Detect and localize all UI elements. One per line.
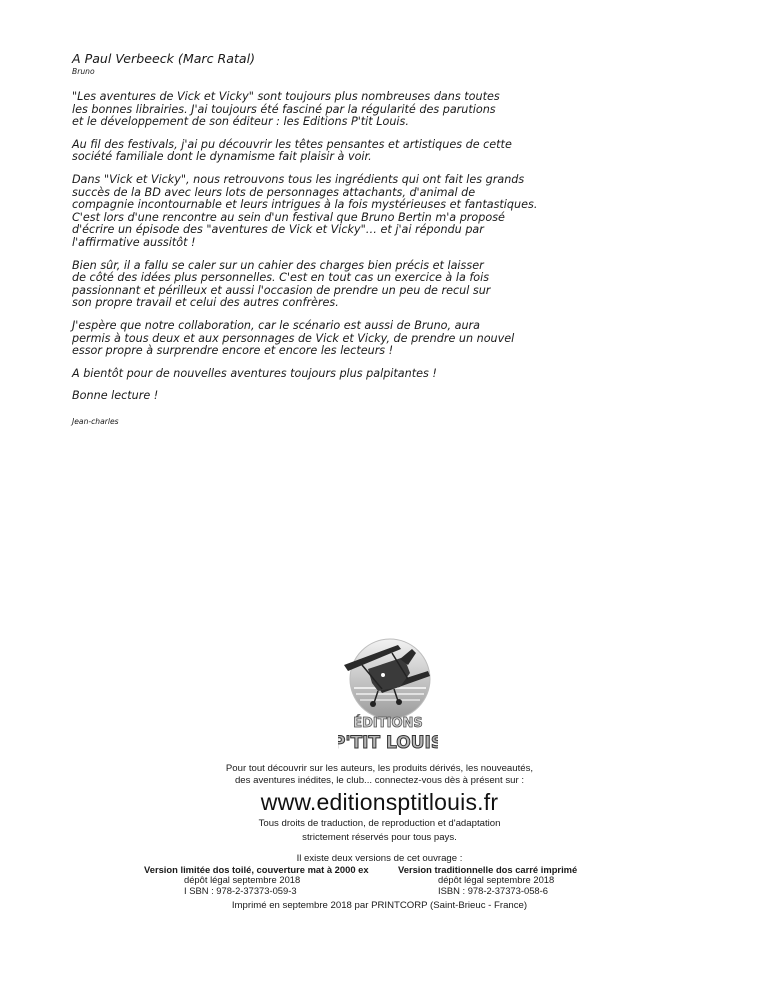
text-line: d'écrire un épisode des "aventures de Vick et Vicky"… et j'ai répondu par [72,223,484,237]
text-line: passionnant et périlleux et aussi l'occasion de prendre un peu de recul sur [72,283,491,297]
text-line: J'espère que notre collaboration, car le scénario est aussi de Bruno, aura [72,318,481,332]
versions-block [0,865,759,897]
publisher-logo [338,635,438,757]
signature: Jean-charles [72,416,119,426]
text-line: essor propre à surprendre encore et encore les lecteurs ! [72,344,394,358]
text-line: compagnie incontournable et leurs intrigues à la fois mystérieuses et fantastiques. [72,198,538,212]
rights-line: strictement réservés pour tous pays. [302,831,457,843]
letter-paragraph-4 [72,260,542,310]
text-line: son propre travail et celui des autres confrères. [72,296,339,310]
preface-letter [72,52,542,428]
letter-paragraph-2 [72,139,542,164]
version-name: Version traditionnelle dos carré imprimé [398,863,578,875]
letter-paragraph-1 [72,91,542,129]
intro-line: Pour tout découvrir sur les auteurs, les produits dérivés, les nouveautés, [225,763,534,774]
letter-paragraph-5 [72,320,542,358]
printer-line: Imprimé en septembre 2018 par PRINTCORP (Saint-Brieuc - France) [231,899,528,911]
text-line: permis à tous deux et aux personnages de Vick et Vicky, de prendre un nouvel [72,331,515,345]
text-line: et le développement de son éditeur : les Editions P'tit Louis. [72,115,409,129]
version-limited [144,865,369,897]
text-line: Dans "Vick et Vicky", nous retrouvons tous les ingrédients qui ont fait les grands [72,172,525,186]
text-line: l'affirmative aussitôt ! [72,235,196,249]
biplane-logo-icon [338,635,438,757]
text-line: de côté des idées plus personnelles. C'est en tout cas un exercice à la fois [72,271,490,285]
version-depot: dépôt légal septembre 2018 [184,874,301,885]
text-line: Au fil des festivals, j'ai pu découvrir les têtes pensantes et artistiques de cette [72,137,512,151]
text-line: A bientôt pour de nouvelles aventures toujours plus palpitantes ! [72,366,437,380]
version-traditional [398,865,577,897]
version-depot: dépôt légal septembre 2018 [438,874,555,885]
version-name: Version limitée dos toilé, couverture mat à 2000 ex [144,863,369,875]
version-isbn: I SBN : 978-2-37373-059-3 [184,884,297,896]
text-line: les bonnes librairies. J'ai toujours été fasciné par la régularité des parutions [72,102,496,116]
text-line: société familiale dont le dynamisme fait plaisir à voir. [72,150,372,164]
letter-paragraph-6 [72,368,542,381]
letter-paragraph-3 [72,174,542,250]
website-url: www.editionsptitlouis.fr [260,789,499,815]
text-line: Bien sûr, il a fallu se caler sur un cahier des charges bien précis et laisser [72,258,484,272]
closing-line: Bonne lecture ! [72,389,159,403]
rights-line: Tous droits de traduction, de reproduction et d'adaptation [258,818,501,829]
publisher-footer [0,763,759,911]
dedication-title: A Paul Verbeeck (Marc Ratal) [72,51,256,66]
text-line: succès de la BD avec leurs lots de personnages attachants, d'animal de [72,185,476,199]
versions-intro: Il existe deux versions de cet ouvrage : [296,853,463,864]
dedication-author: Bruno [72,67,95,76]
text-line: "Les aventures de Vick et Vicky" sont toujours plus nombreuses dans toutes [72,90,500,103]
intro-line: des aventures inédites, le club... connectez-vous dès à présent sur : [234,774,525,786]
logo-text-ptit-louis: P'TIT LOUIS [338,733,438,753]
version-isbn: ISBN : 978-2-37373-058-6 [438,884,548,896]
text-line: C'est lors d'une rencontre au sein d'un festival que Bruno Bertin m'a proposé [72,210,505,224]
logo-text-editions: ÉDITIONS [353,716,423,731]
